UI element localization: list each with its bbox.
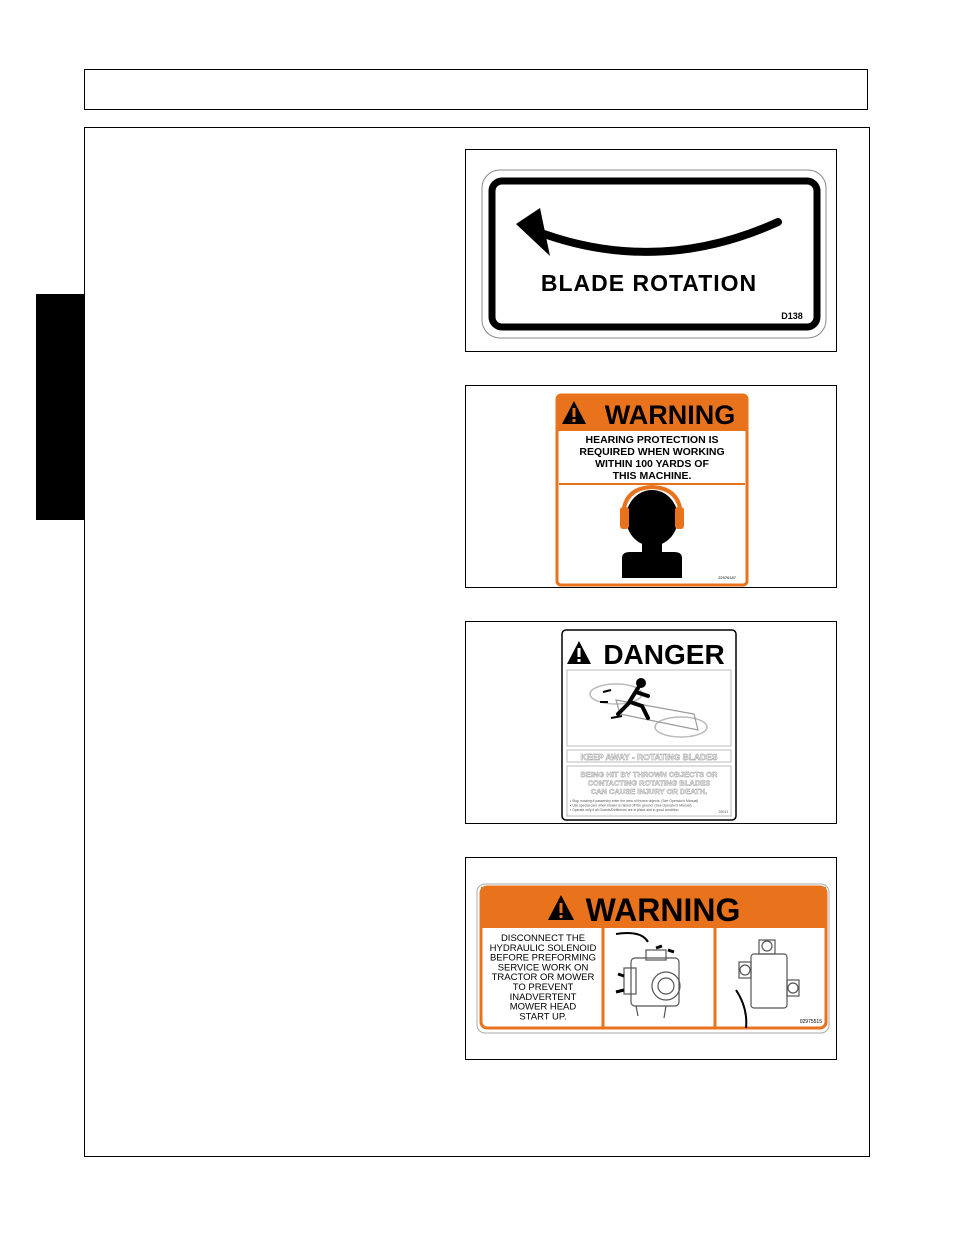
- warning-text-line: HEARING PROTECTION IS: [585, 434, 719, 446]
- danger-text-line: CONTACTING ROTATING BLADES: [587, 778, 711, 788]
- decal-code: D0013: [718, 810, 728, 814]
- decal-code: 02975515: [799, 1019, 822, 1025]
- warning-text-line: MOWER HEAD: [509, 1001, 577, 1013]
- warning-text-line: HYDRAULIC SOLENOID: [489, 942, 597, 954]
- warning-text-line: INADVERTENT: [509, 991, 577, 1003]
- blade-rotation-decal: [465, 149, 837, 352]
- decal-code: 22976187: [718, 575, 736, 580]
- warning-text-line: DISCONNECT THE: [500, 933, 586, 944]
- danger-caption: KEEP AWAY - ROTATING BLADES: [580, 752, 718, 762]
- danger-blades-decal: [465, 621, 837, 824]
- warning-signal-word: WARNING: [604, 400, 736, 430]
- hearing-warning-decal: [465, 385, 837, 588]
- danger-bullet: • Operate only if all Guards/Deflectors are in place and in good condition.: [570, 808, 680, 812]
- hydraulic-warning-decal: [465, 857, 837, 1060]
- danger-text-line: CAN CAUSE INJURY OR DEATH.: [590, 787, 708, 796]
- decal-code: D138: [781, 311, 803, 321]
- warning-text-line: TO PREVENT: [512, 982, 574, 993]
- warning-text-line: REQUIRED WHEN WORKING: [579, 446, 725, 458]
- danger-bullet: • Use special care when blower is raised off the ground. (See Operator's Manual): [570, 803, 692, 808]
- page-header-box: [84, 69, 868, 110]
- danger-bullet: • Stop mowing if passersby enter the area of thrown objects. (See Operator's Manual): [570, 799, 699, 803]
- danger-signal-word: DANGER: [603, 639, 725, 670]
- warning-text-line: START UP.: [519, 1011, 567, 1023]
- blade-rotation-title: BLADE ROTATION: [540, 270, 758, 296]
- warning-text-line: TRACTOR OR MOWER: [491, 972, 595, 984]
- warning-signal-word: WARNING: [585, 892, 741, 928]
- warning-text-line: SERVICE WORK ON: [497, 962, 589, 974]
- warning-text-line: WITHIN 100 YARDS OF: [595, 458, 709, 470]
- warning-text-line: THIS MACHINE.: [612, 470, 692, 482]
- danger-text-line: BEING HIT BY THROWN OBJECTS OR: [580, 770, 718, 779]
- section-side-tab: [36, 294, 84, 520]
- warning-text-line: BEFORE PREFORMING: [489, 952, 597, 964]
